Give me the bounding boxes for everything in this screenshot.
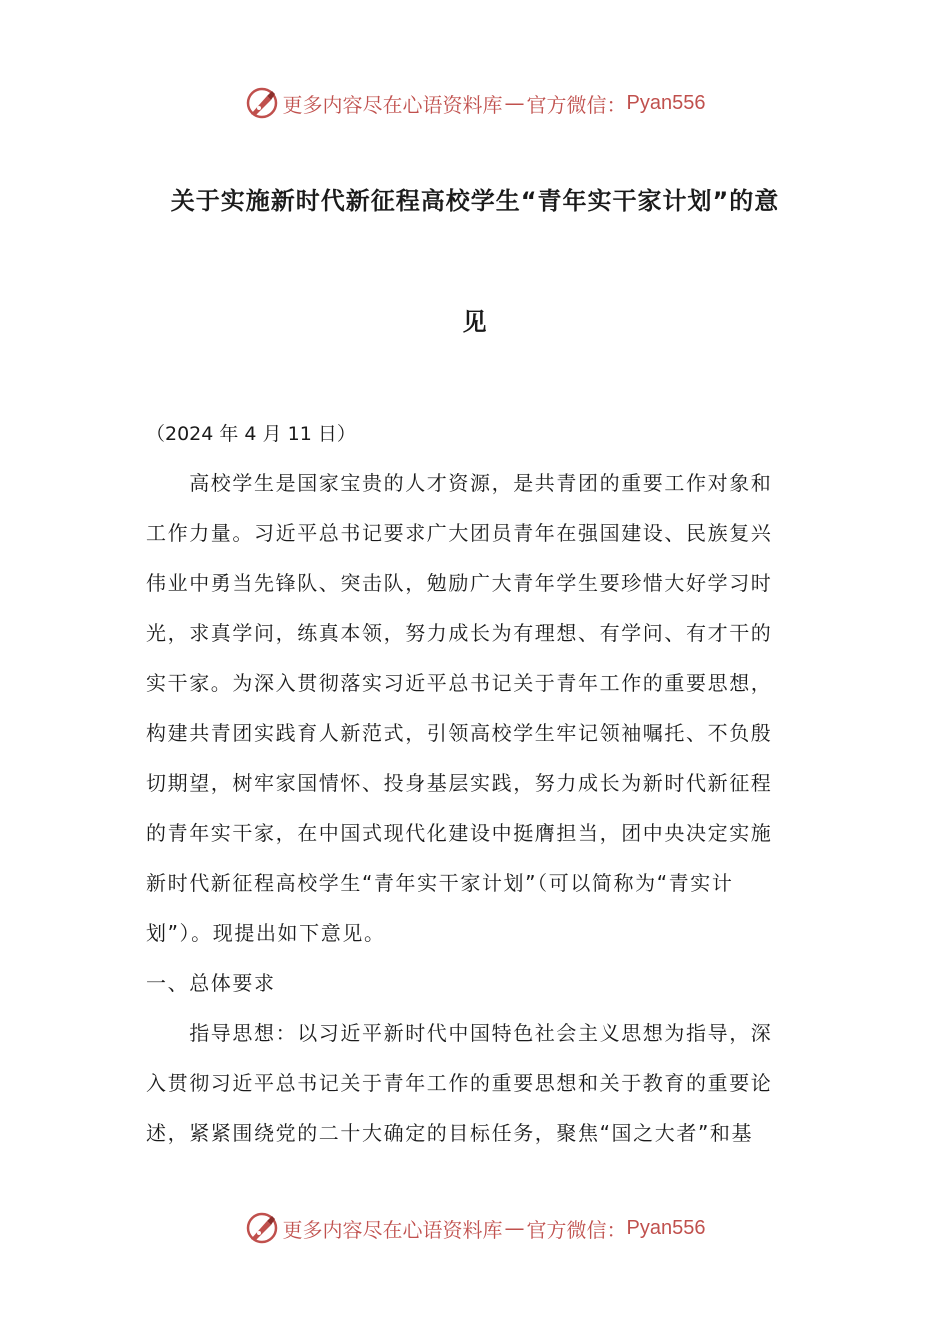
banner-brand-text: 更多内容尽在心语资料库 xyxy=(282,92,503,117)
banner-wechat-id: Pyan556 xyxy=(626,91,706,114)
body-line: 伟业中勇当先锋队、突击队，勉励广大青年学生要珍惜大好学习时 xyxy=(146,571,773,595)
body-line: 的青年实干家，在中国式现代化建设中挺膺担当，团中央决定实施 xyxy=(146,821,773,845)
body-line: 高校学生是国家宝贵的人才资源，是共青团的重要工作对象和 xyxy=(146,471,773,495)
document-title-line-2: 见 xyxy=(462,308,488,336)
body-line: 实干家。为深入贯彻落实习近平总书记关于青年工作的重要思想， xyxy=(146,671,773,695)
body-line: 指导思想：以习近平新时代中国特色社会主义思想为指导，深 xyxy=(146,1021,773,1045)
pen-nib-logo-icon xyxy=(245,86,279,120)
body-line: 入贯彻习近平总书记关于青年工作的重要思想和关于教育的重要论 xyxy=(146,1071,773,1095)
pen-nib-logo-icon xyxy=(245,1211,279,1245)
banner-brand-text: 更多内容尽在心语资料库 xyxy=(282,1217,503,1242)
footer-banner xyxy=(0,1208,950,1248)
banner-wechat-id: Pyan556 xyxy=(626,1216,706,1239)
banner-wechat-label: 官方微信： xyxy=(526,92,627,117)
section-heading: 一、总体要求 xyxy=(146,971,276,995)
document-title-line-1: 关于实施新时代新征程高校学生“青年实干家计划”的意 xyxy=(170,187,780,215)
document-date: （2024 年 4 月 11 日） xyxy=(146,423,356,445)
body-line: 构建共青团实践育人新范式，引领高校学生牢记领袖嘱托、不负殷 xyxy=(146,721,773,745)
body-line: 述，紧紧围绕党的二十大确定的目标任务，聚焦“国之大者”和基 xyxy=(146,1121,754,1145)
body-line: 工作力量。习近平总书记要求广大团员青年在强国建设、民族复兴 xyxy=(146,521,773,545)
body-line: 新时代新征程高校学生“青年实干家计划”（可以简称为“青实计 xyxy=(146,871,734,895)
banner-separator: — xyxy=(504,91,525,115)
banner-wechat-label: 官方微信： xyxy=(526,1217,627,1242)
body-line: 切期望，树牢家国情怀、投身基层实践，努力成长为新时代新征程 xyxy=(146,771,773,795)
body-line: 划”）。现提出如下意见。 xyxy=(146,921,386,945)
banner-separator: — xyxy=(504,1216,525,1240)
header-banner xyxy=(0,83,950,123)
body-line: 光，求真学问，练真本领，努力成长为有理想、有学问、有才干的 xyxy=(146,621,773,645)
